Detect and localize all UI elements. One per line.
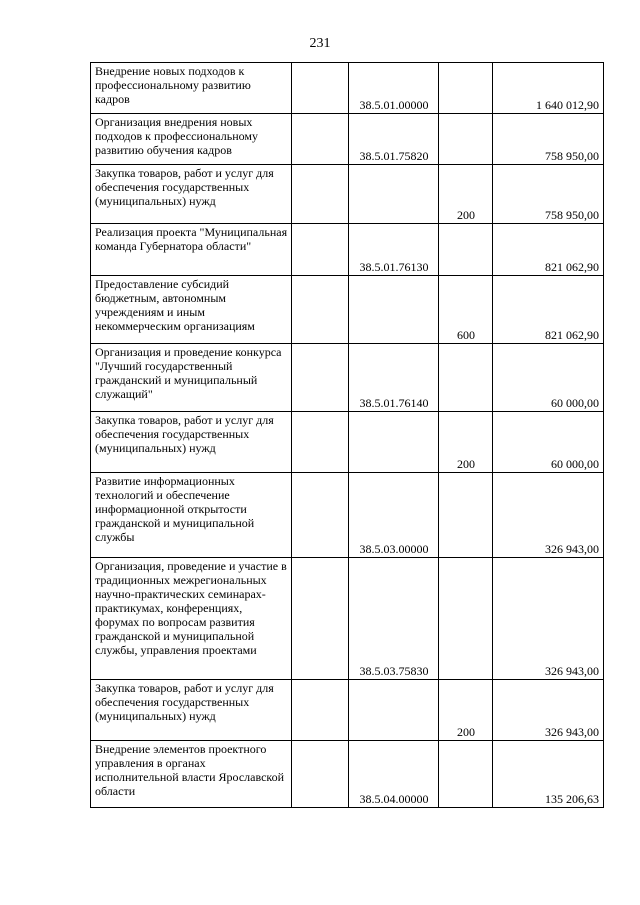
item-name: Закупка товаров, работ и услуг для обеспечения государственных (муниципальных) нужд (95, 681, 274, 723)
amount: 135 206,63 (493, 741, 604, 808)
table-row (91, 412, 604, 473)
expense-kind (439, 558, 493, 680)
amount: 821 062,90 (493, 276, 604, 344)
item-name: Организация, проведение и участие в традиционных межрегиональных научно-практических семинарах-практикумах, конференциях, форумах по вопросам развития гражданской и муниципальной службы, управления проектами (95, 559, 287, 657)
target-code (349, 165, 439, 224)
item-name: Развитие информационных технологий и обеспечение информационной открытости гражданской и муниципальной службы (95, 474, 255, 544)
target-code: 38.5.01.75820 (349, 114, 439, 165)
table-row (91, 63, 604, 114)
blank-cell (292, 473, 349, 558)
item-name-cell (91, 680, 292, 741)
item-name: Организация внедрения новых подходов к профессиональному развитию обучения кадров (95, 115, 258, 157)
amount: 758 950,00 (493, 114, 604, 165)
amount: 60 000,00 (493, 412, 604, 473)
table-row (91, 473, 604, 558)
blank-cell (292, 114, 349, 165)
amount: 326 943,00 (493, 680, 604, 741)
expense-kind (439, 741, 493, 808)
item-name-cell (91, 276, 292, 344)
table-row (91, 680, 604, 741)
item-name-cell (91, 741, 292, 808)
amount: 821 062,90 (493, 224, 604, 276)
blank-cell (292, 412, 349, 473)
blank-cell (292, 344, 349, 412)
table-row (91, 558, 604, 680)
item-name: Предоставление субсидий бюджетным, автономным учреждениям и иным некоммерческим организациям (95, 277, 255, 333)
table-row (91, 165, 604, 224)
target-code: 38.5.04.00000 (349, 741, 439, 808)
blank-cell (292, 165, 349, 224)
blank-cell (292, 558, 349, 680)
blank-cell (292, 224, 349, 276)
blank-cell (292, 276, 349, 344)
table-row (91, 114, 604, 165)
expense-kind: 200 (439, 412, 493, 473)
amount: 326 943,00 (493, 558, 604, 680)
expense-kind: 200 (439, 680, 493, 741)
budget-table (90, 62, 604, 808)
blank-cell (292, 63, 349, 114)
target-code: 38.5.01.76140 (349, 344, 439, 412)
table-row (91, 224, 604, 276)
item-name-cell (91, 63, 292, 114)
blank-cell (292, 680, 349, 741)
item-name: Закупка товаров, работ и услуг для обеспечения государственных (муниципальных) нужд (95, 413, 274, 455)
item-name-cell (91, 165, 292, 224)
table-row (91, 741, 604, 808)
amount: 60 000,00 (493, 344, 604, 412)
expense-kind (439, 63, 493, 114)
item-name: Организация и проведение конкурса "Лучший государственный гражданский и муниципальный служащий" (95, 345, 282, 401)
expense-kind (439, 344, 493, 412)
item-name-cell (91, 114, 292, 165)
table-row (91, 276, 604, 344)
page-number: 231 (309, 36, 331, 51)
table-row (91, 344, 604, 412)
item-name-cell (91, 558, 292, 680)
target-code: 38.5.03.00000 (349, 473, 439, 558)
target-code: 38.5.01.76130 (349, 224, 439, 276)
item-name: Реализация проекта "Муниципальная команда Губернатора области" (95, 225, 288, 253)
expense-kind (439, 224, 493, 276)
item-name-cell (91, 224, 292, 276)
expense-kind: 600 (439, 276, 493, 344)
target-code: 38.5.03.75830 (349, 558, 439, 680)
item-name-cell (91, 344, 292, 412)
item-name: Закупка товаров, работ и услуг для обеспечения государственных (муниципальных) нужд (95, 166, 274, 208)
blank-cell (292, 741, 349, 808)
item-name: Внедрение новых подходов к профессиональному развитию кадров (95, 64, 251, 106)
amount: 326 943,00 (493, 473, 604, 558)
target-code (349, 680, 439, 741)
target-code (349, 412, 439, 473)
item-name-cell (91, 412, 292, 473)
target-code (349, 276, 439, 344)
expense-kind: 200 (439, 165, 493, 224)
target-code: 38.5.01.00000 (349, 63, 439, 114)
item-name: Внедрение элементов проектного управления в органах исполнительной власти Ярославской области (95, 742, 285, 798)
amount: 1 640 012,90 (493, 63, 604, 114)
expense-kind (439, 114, 493, 165)
amount: 758 950,00 (493, 165, 604, 224)
item-name-cell (91, 473, 292, 558)
expense-kind (439, 473, 493, 558)
